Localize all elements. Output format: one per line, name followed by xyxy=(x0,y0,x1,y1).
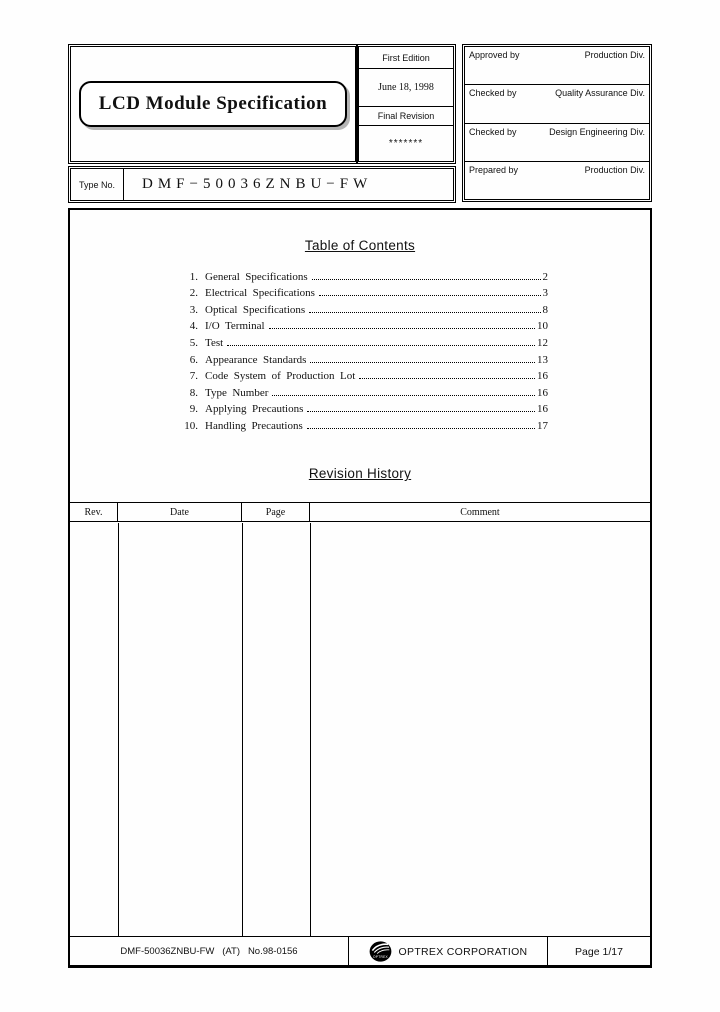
type-number-label: Type No. xyxy=(71,169,124,200)
revision-table-body xyxy=(70,523,650,936)
toc-item-title: Appearance Standards xyxy=(205,353,307,366)
toc-item-title: Applying Precautions xyxy=(205,403,304,416)
toc-item-page: 2 xyxy=(542,270,548,283)
toc-item-number: 7. xyxy=(189,370,198,383)
footer-doc-id: DMF-50036ZNBU-FW (AT) No.98-0156 xyxy=(70,937,349,966)
final-revision-value: ******* xyxy=(359,125,453,161)
toc-item-number: 6. xyxy=(189,353,198,366)
toc-item-number: 1. xyxy=(189,270,198,283)
toc-item-title: Type Number xyxy=(205,386,269,399)
approval-dept: Design Engineering Div. xyxy=(549,126,645,137)
approval-dept: Quality Assurance Div. xyxy=(555,88,645,99)
edition-date: June 18, 1998 xyxy=(359,68,453,106)
toc-dot-leader xyxy=(269,328,535,329)
toc-item xyxy=(176,366,548,383)
approval-role: Approved by xyxy=(469,50,520,60)
toc-dot-leader xyxy=(319,295,541,296)
toc-item xyxy=(176,316,548,333)
toc-item-title: I/O Terminal xyxy=(205,320,265,333)
revision-column-divider xyxy=(118,523,119,936)
toc-item-page: 8 xyxy=(542,303,548,316)
toc-item xyxy=(176,266,548,283)
page-title: LCD Module Specification xyxy=(98,93,328,114)
toc-heading: Table of Contents xyxy=(304,238,416,253)
toc-item-number: 4. xyxy=(189,320,198,333)
toc-item-page: 13 xyxy=(537,353,548,366)
approval-role: Checked by xyxy=(469,88,517,99)
toc-item-title: Test xyxy=(205,336,224,349)
type-number-row xyxy=(68,166,456,203)
toc-item xyxy=(176,332,548,349)
footer-company-name: OPTREX CORPORATION xyxy=(398,945,528,958)
toc-item-page: 10 xyxy=(537,320,548,333)
toc-item-title: Handling Precautions xyxy=(205,419,303,432)
revision-col-rev: Rev. xyxy=(70,503,118,521)
toc-item-number: 10. xyxy=(184,419,198,432)
toc-dot-leader xyxy=(309,312,540,313)
content-box xyxy=(68,208,652,968)
edition-label: First Edition xyxy=(382,52,430,63)
type-number-value: DMF−50036ZNBU−FW xyxy=(142,176,373,192)
toc-item xyxy=(176,349,548,366)
revision-col-comment: Comment xyxy=(460,506,500,518)
revision-history-heading: Revision History xyxy=(308,466,412,481)
toc-item-number: 8. xyxy=(189,386,198,399)
footer-company-cell xyxy=(349,937,548,966)
toc-item xyxy=(176,415,548,432)
toc-item-title: Electrical Specifications xyxy=(205,287,315,300)
revision-table-header xyxy=(70,502,650,522)
final-revision-label: Final Revision xyxy=(359,106,453,125)
toc-dot-leader xyxy=(307,411,535,412)
toc-item-page: 16 xyxy=(537,370,548,383)
toc-item xyxy=(176,283,548,300)
toc-item-page: 3 xyxy=(542,287,548,300)
toc-item-number: 3. xyxy=(189,303,198,316)
revision-column-divider xyxy=(242,523,243,936)
toc-item-title: General Specifications xyxy=(205,270,308,283)
title-box xyxy=(68,44,358,164)
toc-dot-leader xyxy=(307,428,535,429)
title-pill xyxy=(79,81,347,127)
approval-row xyxy=(465,123,649,161)
toc-dot-leader xyxy=(272,395,535,396)
logo-text: OPTREX xyxy=(372,955,388,960)
toc-item-page: 17 xyxy=(537,419,548,432)
revision-column-divider xyxy=(310,523,311,936)
approval-column xyxy=(462,44,652,202)
page-footer xyxy=(70,936,650,966)
toc-dot-leader xyxy=(310,362,535,363)
toc-item xyxy=(176,382,548,399)
toc-item xyxy=(176,399,548,416)
revision-col-page: Page xyxy=(242,503,310,521)
toc-dot-leader xyxy=(312,279,541,280)
toc-item-page: 16 xyxy=(537,386,548,399)
toc-item-title: Optical Specifications xyxy=(205,303,306,316)
toc-item-page: 16 xyxy=(537,403,548,416)
toc-dot-leader xyxy=(359,378,535,379)
approval-row xyxy=(465,47,649,84)
revision-col-date: Date xyxy=(118,503,242,521)
toc-item-page: 12 xyxy=(537,336,548,349)
optrex-logo-icon xyxy=(369,941,392,962)
approval-row xyxy=(465,84,649,122)
toc-item-number: 5. xyxy=(189,336,198,349)
approval-role: Checked by xyxy=(469,126,517,137)
toc-item-title: Code System of Production Lot xyxy=(205,370,356,383)
approval-row xyxy=(465,161,649,199)
toc-item xyxy=(176,299,548,316)
footer-page-number: Page 1/17 xyxy=(575,945,623,958)
approval-dept: Production Div. xyxy=(584,164,645,175)
approval-role: Prepared by xyxy=(469,164,519,175)
toc-list xyxy=(176,266,548,432)
toc-dot-leader xyxy=(227,345,535,346)
approval-dept: Production Div. xyxy=(584,50,645,60)
toc-item-number: 2. xyxy=(189,287,198,300)
edition-column xyxy=(356,44,456,164)
toc-item-number: 9. xyxy=(189,403,198,416)
